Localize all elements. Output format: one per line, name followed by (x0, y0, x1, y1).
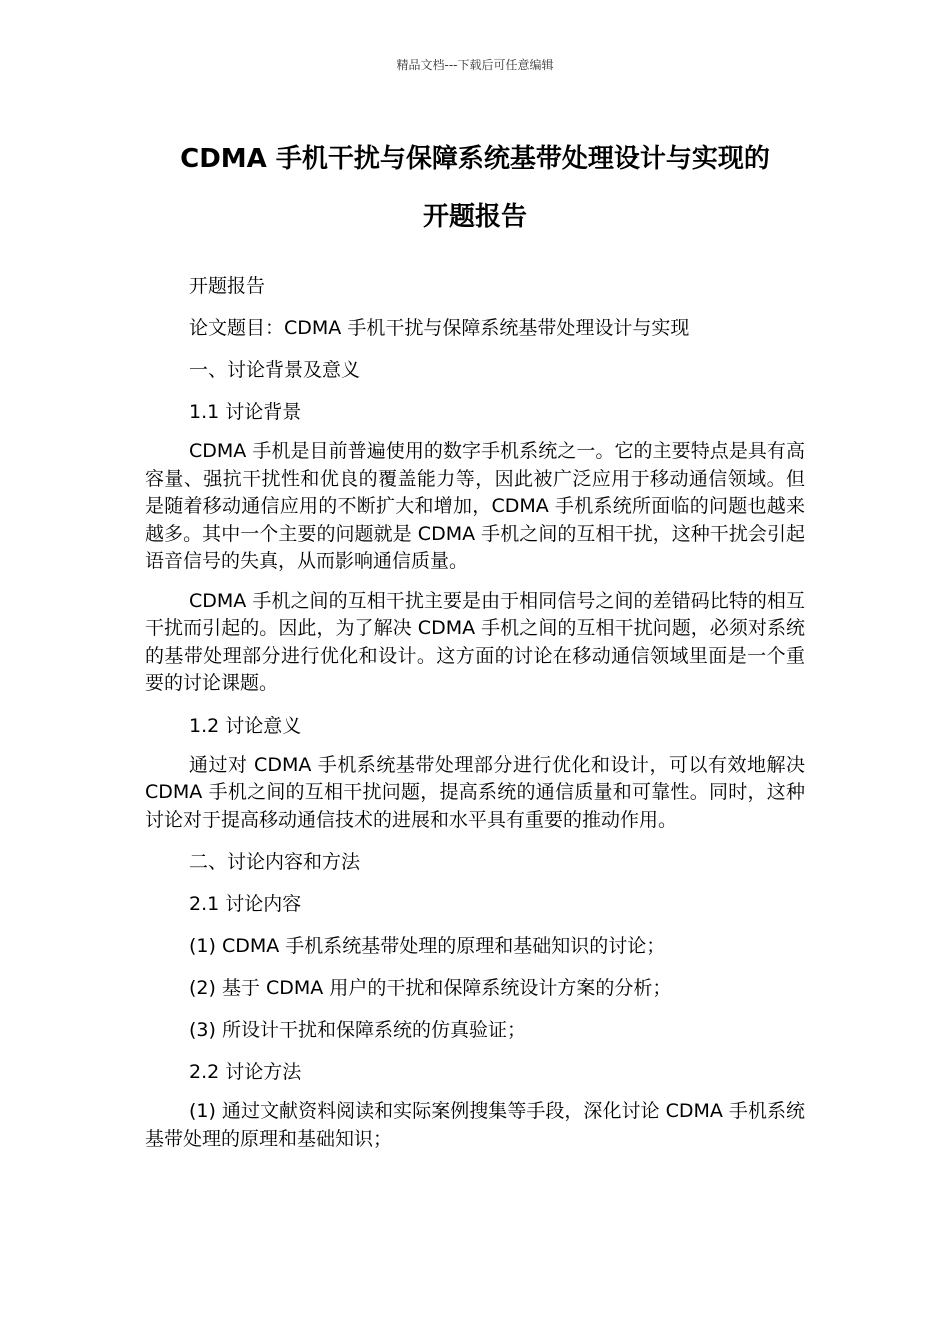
heading-1-1: 1.1 讨论背景 (189, 401, 302, 423)
heading-2-2: 2.2 讨论方法 (189, 1061, 302, 1083)
title-line-2: 开题报告 (422, 202, 527, 232)
header-note: 精品文档---下载后可任意编辑 (396, 58, 554, 72)
section-label: 开题报告 (189, 275, 266, 297)
paragraph-significance: 通过对 CDMA 手机系统基带处理部分进行优化和设计，可以有效地解决 CDMA 手机之间的互相干扰问题，提高系统的通信质量和可靠性。同时，这种讨论对于提高移动通信技术的进展和水平具有重要的推动作用。 (145, 753, 805, 831)
title-line-1: CDMA 手机干扰与保障系统基带处理设计与实现的 (180, 144, 770, 174)
heading-content-methods: 二、讨论内容和方法 (189, 851, 361, 873)
method-item-1: (1) 通过文献资料阅读和实际案例搜集等手段，深化讨论 CDMA 手机系统基带处理的原理和基础知识； (145, 1100, 805, 1150)
content-item-2: (2) 基于 CDMA 用户的干扰和保障系统设计方案的分析； (189, 977, 672, 999)
paragraph-background-2: CDMA 手机之间的互相干扰主要是由于相同信号之间的差错码比特的相互干扰而引起的。因此，为了解决 CDMA 手机之间的互相干扰问题，必须对系统的基带处理部分进行优化和设计。这方面的讨论在移动通信领域里面是一个重要的讨论课题。 (145, 589, 805, 694)
heading-1-2: 1.2 讨论意义 (189, 714, 302, 737)
document-title (145, 130, 805, 246)
heading-2-1: 2.1 讨论内容 (189, 893, 302, 915)
thesis-topic: 论文题目：CDMA 手机干扰与保障系统基带处理设计与实现 (189, 317, 690, 339)
content-item-3: (3) 所设计干扰和保障系统的仿真验证； (189, 1019, 526, 1041)
content-item-1: (1) CDMA 手机系统基带处理的原理和基础知识的讨论； (189, 935, 666, 957)
document-body (145, 270, 805, 1165)
paragraph-background-1: CDMA 手机是目前普遍使用的数字手机系统之一。它的主要特点是具有高容量、强抗干扰性和优良的覆盖能力等，因此被广泛应用于移动通信领域。但是随着移动通信应用的不断扩大和增加，CDMA 手机系统所面临的问题也越来越多。其中一个主要的问题就是 CDMA 手机之间的互相干扰，这种干扰会引起语音信号的失真，从而影响通信质量。 (145, 440, 805, 572)
heading-background-significance: 一、讨论背景及意义 (189, 359, 361, 381)
